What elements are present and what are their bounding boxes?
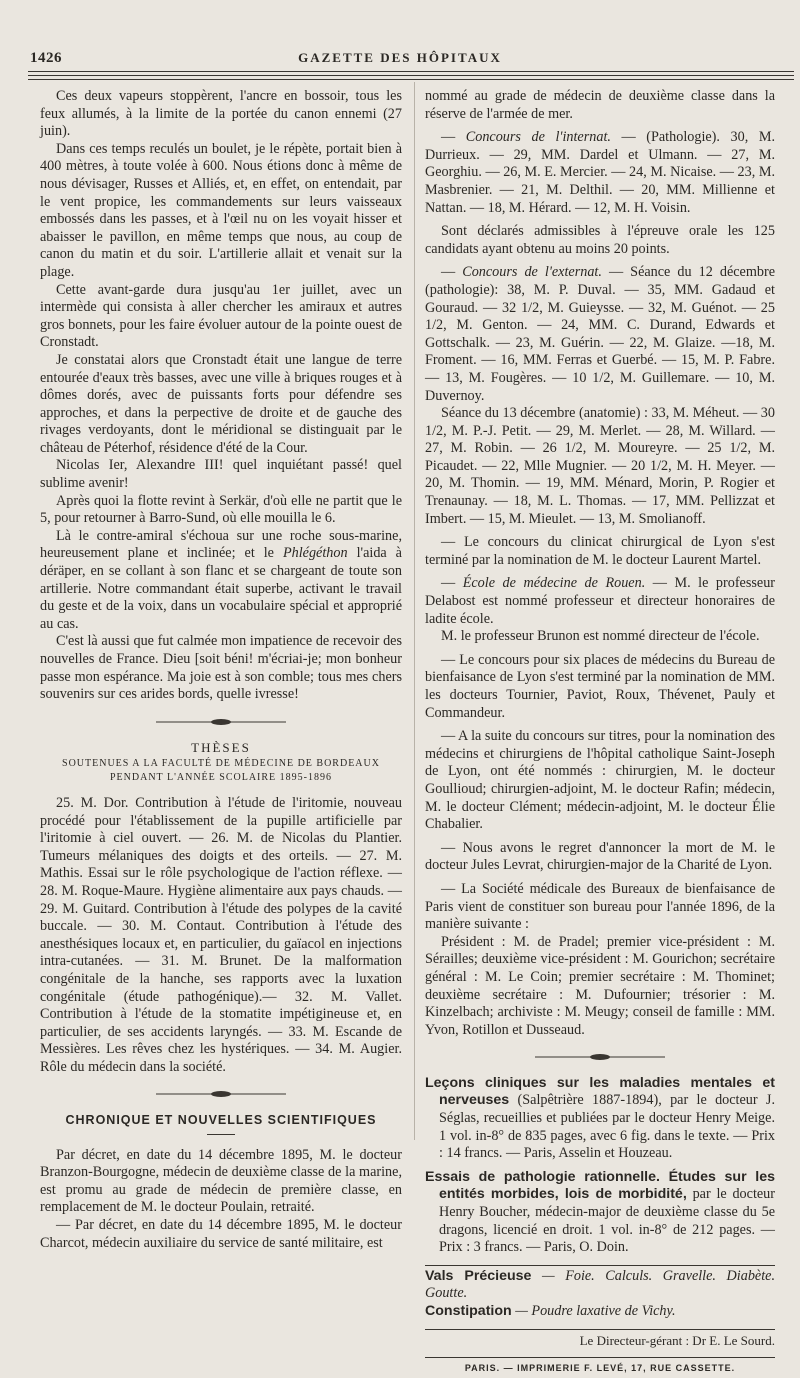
theses-subtitle-line: SOUTENUES A LA FACULTÉ DE MÉDECINE DE BORDEAUX: [62, 757, 380, 769]
advert-title: Leçons cliniques sur les maladies mentales et nerveuses: [425, 1074, 775, 1109]
left-column: [40, 88, 402, 1252]
advert-label: Vals Précieuse: [425, 1267, 532, 1284]
paragraph: Ces deux vapeurs stoppèrent, l'ancre en bossoir, tous les feux allumés, à la limite de la portée du canon ennemi (27 juin).: [40, 88, 402, 140]
paragraph: — A la suite du concours sur titres, pour la nomination des médecins et chirurgiens de l'hôpital catholique Saint-Joseph de Lyon, ont été nommés : chirurgien, M. le docteur Goullioud; chirurgien-adjoint, M. le docteur Rafin; médecin, M. le docteur Clément; médecin-adjoint, M. le docteur Élie Chabalier.: [425, 728, 775, 833]
paragraph: [425, 575, 775, 628]
theses-subtitle-line: PENDANT L'ANNÉE SCOLAIRE 1895-1896: [110, 771, 332, 783]
header-rule: [28, 75, 794, 76]
text-run: — (Pathologie). 30, M. Durrieux. — 29, MM. Dardel et Ulmann. — 27, M. Georghiu. — 26, M. E. Mercier. — 24, M. Nicaise. — 23, M. Masbrenier. — 21, M. Delthil. — 20, MM. Millienne et Nattan. — 18, M. Hérard. — 12, M. H. Voisin.: [425, 129, 775, 216]
advert-text: — Poudre laxative de Vichy.: [511, 1303, 676, 1319]
section-label: Concours de l'externat.: [462, 264, 602, 281]
right-column: [425, 88, 775, 1378]
text-run: l'aida à déräper, en se collant à son flanc et se chargeant de toute son artillerie. Notre commandant était superbe, activant le travail du geste et de la voix, dans un vocabulaire spécial et approprié au cas.: [40, 545, 402, 632]
footer-rule: [425, 1357, 775, 1358]
paragraph: Je constatai alors que Cronstadt était une langue de terre entourée d'eaux très basses, avec une ville à briques rouges et à dômes dorés, avec de puissants forts pour défendre ses approches, et dans la perpective de droite et de gauche des rivages verdoyants, dont le méridional se distinguait par le château de Péterhof, résidence d'été de la Cour.: [40, 351, 402, 456]
text-run: — Séance du 12 décembre (pathologie): 38, M. P. Duval. — 35, MM. Gadaud et Gouraud. — 32 1/2, M. Guieysse. — 32, M. Guénot. — 25 1/2, M. Genton. — 24, MM. C. Durand, Edwards et Gottschalk. — 23, M. Guérin. — 22, M. Glaize. —18, M. Froment. — 16, MM. Ferras et Guerbé. — 15, M. P. Fabre. — 13, M. Fougères. — 10 1/2, M. Guillemare. — 10, M. Duvernoy.: [425, 264, 776, 404]
paragraph: Président : M. de Pradel; premier vice-président : M. Sérailles; deuxième vice-président : M. Gourichon; secrétaire général : M. Le Coin; premier secrétaire : M. Thominet; deuxième secrétaire : M. Dufournier; trésorier : M. Kinzelbach; archiviste : M. Meugy; conseil de famille : MM. Yvon, Rotillon et Dusseaud.: [425, 933, 775, 1038]
text-run: —: [441, 264, 463, 281]
book-advert: [425, 1075, 775, 1163]
footer-rule: [425, 1329, 775, 1330]
theses-subtitle: [40, 757, 402, 785]
paragraph: [40, 528, 402, 634]
ornament-divider: [425, 1049, 775, 1067]
paragraph: — Nous avons le regret d'annoncer la mort de M. le docteur Jules Levrat, chirurgien-major de la Charité de Lyon.: [425, 839, 775, 874]
advert-title: Essais de pathologie rationnelle. Études sur les entités morbides, lois de morbidité,: [425, 1168, 775, 1203]
paragraph: nommé au grade de médecin de deuxième classe dans la réserve de l'armée de mer.: [425, 88, 775, 122]
column-divider: [414, 82, 415, 1140]
advert-text: par le docteur Henry Boucher, médecin-major de deuxième classe du 5e dragons, licencié en droit. 1 vol. in-8° de 212 pages. — Prix : 3 francs. — Paris, O. Doin.: [439, 1186, 776, 1256]
ornament-divider: [40, 1086, 402, 1104]
paragraph: Sont déclarés admissibles à l'épreuve orale les 125 candidats ayant obtenu au moins 20 points.: [425, 223, 775, 257]
advert-text: — Foie. Calculs. Gravelle. Diabète. Goutte.: [425, 1267, 775, 1302]
header-rule: [28, 71, 794, 72]
header-rule: [28, 79, 794, 80]
advert-rule: [425, 1265, 775, 1266]
paragraph: [425, 264, 775, 405]
paragraph: — Le concours pour six places de médecins du Bureau de bienfaisance de Lyon s'est terminé par la nomination de MM. les docteurs Tournier, Paviot, Roux, Thévenet, Pauly et Commandeur.: [425, 651, 775, 721]
paragraph: C'est là aussi que fut calmée mon impatience de recevoir des nouvelles de France. Dieu [soit béni! m'écriai-je; mon bonheur passe mon espérance. Ma joie est à son comble; tous mes chers souvenirs sur ces arides bords, quelle ivresse!: [40, 633, 402, 703]
paragraph: Nicolas Ier, Alexandre III! quel inquiétant passé! quel sublime avenir!: [40, 457, 402, 492]
paragraph: Par décret, en date du 14 décembre 1895, M. le docteur Branzon-Bourgogne, médecin de deuxième classe de la marine, est promu au grade de médecin de première classe, en remplacement de M. le docteur Poulain, retraité.: [40, 1146, 402, 1216]
ornament-divider: [40, 714, 402, 732]
paragraph: Après quoi la flotte revint à Serkär, d'où elle ne partit que le 5, pour retourner à Barro-Sund, où elle mouilla le 6.: [40, 492, 402, 527]
short-rule: [207, 1134, 235, 1135]
section-label: École de médecine de Rouen.: [462, 575, 646, 592]
paragraph: M. le professeur Brunon est nommé directeur de l'école.: [441, 628, 760, 645]
text-run: —: [441, 129, 466, 146]
paragraph: Dans ces temps reculés un boulet, je le répète, portait bien à 400 mètres, à toute volée à 600. Nous étions donc à même de nous dévisager, Russes et Alliés, et, en effet, on entendait, par le vent propice, les commandements sur leurs vaisseaux embossés dans les passes, et à l'œil nu on les voyait hisser et abaisser le pavillon, en même temps que nous, au coup de canon du matin et du soir. L'artillerie allait et venait sur la plage.: [40, 140, 402, 280]
chronicle-title: CHRONIQUE ET NOUVELLES SCIENTIFIQUES: [65, 1113, 377, 1128]
theses-list: 25. M. Dor. Contribution à l'étude de l'iritomie, nouveau procédé pour l'établissement de la pupille artificielle par l'iritomie à ciel ouvert. — 26. M. de Nicolas du Plantier. Tumeurs mélaniques des doigts et des orteils. — 27. M. Mathis. Essai sur le rôle psychologique de l'action réflexe. — 28. M. Roque-Maure. Hygiène alimentaire aux pays chauds. — 29. M. Guitard. Contribution à l'étude des polypes de la cavité buccale. — 30. M. Contaut. Contribution à l'étude des anesthésiques locaux et, en particulier, du gaïacol en injections intra-cutanées. — 31. M. Brunet. De la malformation congénitale de la hanche, ses rapports avec la luxation congénitale (étude pathogénique).— 32. M. Vallet. Contribution à l'étude de la stomatite impétigineuse et, en particulier, de ses accidents laryngés. — 33. M. Escande de Messières. Les rêves chez les hystériques. — 34. M. Augier. Rôle du médecin dans la société.: [40, 794, 402, 1075]
paragraph: — La Société médicale des Bureaux de bienfaisance de Paris vient de constituer son bureau pour l'année 1896, de la manière suivante :: [425, 880, 775, 933]
advert-text: (Salpêtrière 1887-1894), par le docteur J. Séglas, recueillies et publiées par le docteur Henry Meige. 1 vol. in-8° de 835 pages, avec 6 fig. dans le texte. — Prix : 14 francs. — Paris, Asselin et Houzeau.: [439, 1092, 776, 1162]
paragraph: Séance du 13 décembre (anatomie) : 33, M. Méheut. — 30 1/2, M. P.-J. Petit. — 29, M. Merlet. — 28, M. Willard. — 27, M. Robin. — 26 1/2, M. Moureyre. — 25 1/2, M. Picaudet. — 22, Mlle Mugnier. — 20 1/2, M. H. Meyer. — 20, M. Thomin. — 19, MM. Ménard, Morin, P. Rogier et Trenaunay. — 18, M. L. Thomas. — 17, MM. Pellizzat et Imbert. — 15, M. Mieulet. — 13, M. Smolianoff.: [425, 405, 775, 527]
ship-name: Phlégéthon: [282, 545, 348, 562]
page-number: 1426: [30, 50, 62, 66]
text-run: —: [441, 575, 463, 592]
section-label: Concours de l'internat.: [465, 129, 611, 146]
text-run: — M. le professeur Delabost est nommé professeur et directeur honoraires de ladite école.: [425, 575, 776, 627]
signature: Le Directeur-gérant : Dr E. Le Sourd.: [579, 1332, 775, 1348]
theses-title: THÈSES: [191, 740, 251, 756]
text-run: Là le contre-amiral s'échoua sur une roche sous-marine, heureusement plane et inclinée; et le: [40, 527, 402, 562]
paragraph: [425, 129, 775, 217]
advert-label: Constipation: [425, 1303, 512, 1319]
paragraph: Cette avant-garde dura jusqu'au 1er juillet, avec un intermède qui consista à aller chercher les amiraux et autres gros bonnets, pour les faire évoluer autour de la pointe ouest de Cronstadt.: [40, 281, 402, 351]
paragraph: — Le concours du clinicat chirurgical de Lyon s'est terminé par la nomination de M. le docteur Laurent Martel.: [425, 534, 775, 568]
running-title: GAZETTE DES HÔPITAUX: [298, 50, 502, 65]
imprint: PARIS. — IMPRIMERIE F. LEVÉ, 17, RUE CASSETTE.: [464, 1363, 736, 1374]
product-advert: [425, 1303, 775, 1321]
book-advert: [425, 1169, 775, 1257]
paragraph: — Par décret, en date du 14 décembre 1895, M. le docteur Charcot, médecin auxiliaire du service de santé militaire, est: [40, 1217, 402, 1251]
product-advert: [425, 1268, 775, 1303]
